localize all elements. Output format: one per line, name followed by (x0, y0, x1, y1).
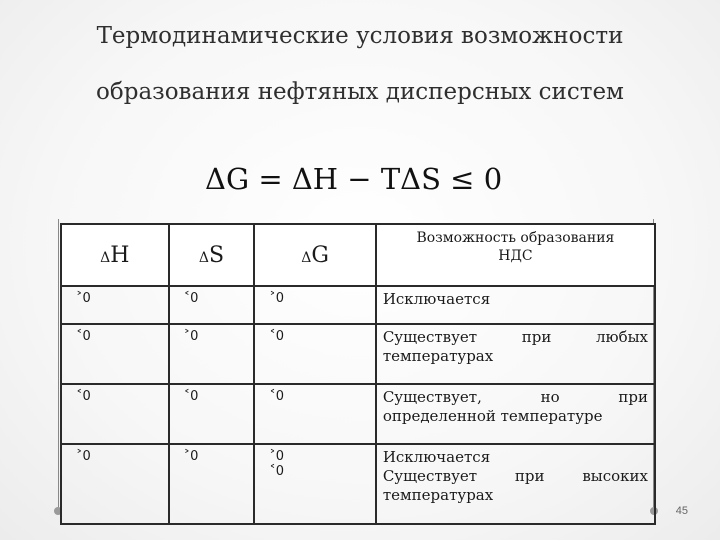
desc-line: температурах (382, 347, 494, 365)
delta-symbol: Δ (198, 249, 209, 266)
table-row (61, 286, 655, 324)
cell-dg: ˂0 (254, 384, 376, 444)
delta-symbol: Δ (100, 249, 111, 266)
table-row (61, 444, 655, 524)
desc-line: Существует при высоких (382, 467, 648, 485)
table-row (61, 324, 655, 384)
header-possibility (376, 224, 655, 286)
table-row (61, 384, 655, 444)
desc-line: температурах (382, 486, 494, 504)
slide-title (0, 18, 720, 110)
cell-ds: ˂0 (169, 286, 255, 324)
cell-ds: ˃0 (169, 324, 255, 384)
desc-line: Существует при любых (382, 328, 648, 346)
cell-dg-value-1: ˃0 (269, 449, 285, 464)
cell-desc (376, 384, 655, 444)
desc-line: Существует, но при (382, 388, 648, 406)
desc-line: определенной температуре (382, 407, 603, 425)
cell-dh: ˃0 (61, 286, 169, 324)
header-delta-g (254, 224, 376, 286)
conditions-table (60, 223, 656, 525)
header-delta-s (169, 224, 255, 286)
header-g-label: G (311, 242, 329, 268)
cell-dg (254, 444, 376, 524)
desc-line: Исключается (382, 448, 491, 466)
cell-dh: ˂0 (61, 324, 169, 384)
header-possibility-line-2: НДС (498, 248, 533, 264)
cell-dh: ˂0 (61, 384, 169, 444)
gibbs-formula: ΔG = ΔH − TΔS ≤ 0 (205, 162, 503, 196)
cell-dg: ˃0 (254, 286, 376, 324)
cell-desc (376, 324, 655, 384)
cell-desc (376, 286, 655, 324)
delta-symbol: Δ (301, 249, 312, 266)
cell-desc (376, 444, 655, 524)
desc-line: Исключается (382, 290, 491, 308)
cell-ds: ˂0 (169, 384, 255, 444)
header-s-label: S (208, 242, 225, 268)
header-possibility-line-1: Возможность образования (416, 230, 615, 246)
page-number: 45 (675, 505, 688, 517)
header-delta-h (61, 224, 169, 286)
cell-ds: ˃0 (169, 444, 255, 524)
header-h-label: H (110, 242, 130, 268)
cell-dg-value-2: ˂0 (269, 464, 285, 479)
title-line-1: Термодинамические условия возможности (96, 23, 624, 49)
cell-dg: ˂0 (254, 324, 376, 384)
title-line-2: образования нефтяных дисперсных систем (96, 79, 624, 105)
cell-dh: ˃0 (61, 444, 169, 524)
